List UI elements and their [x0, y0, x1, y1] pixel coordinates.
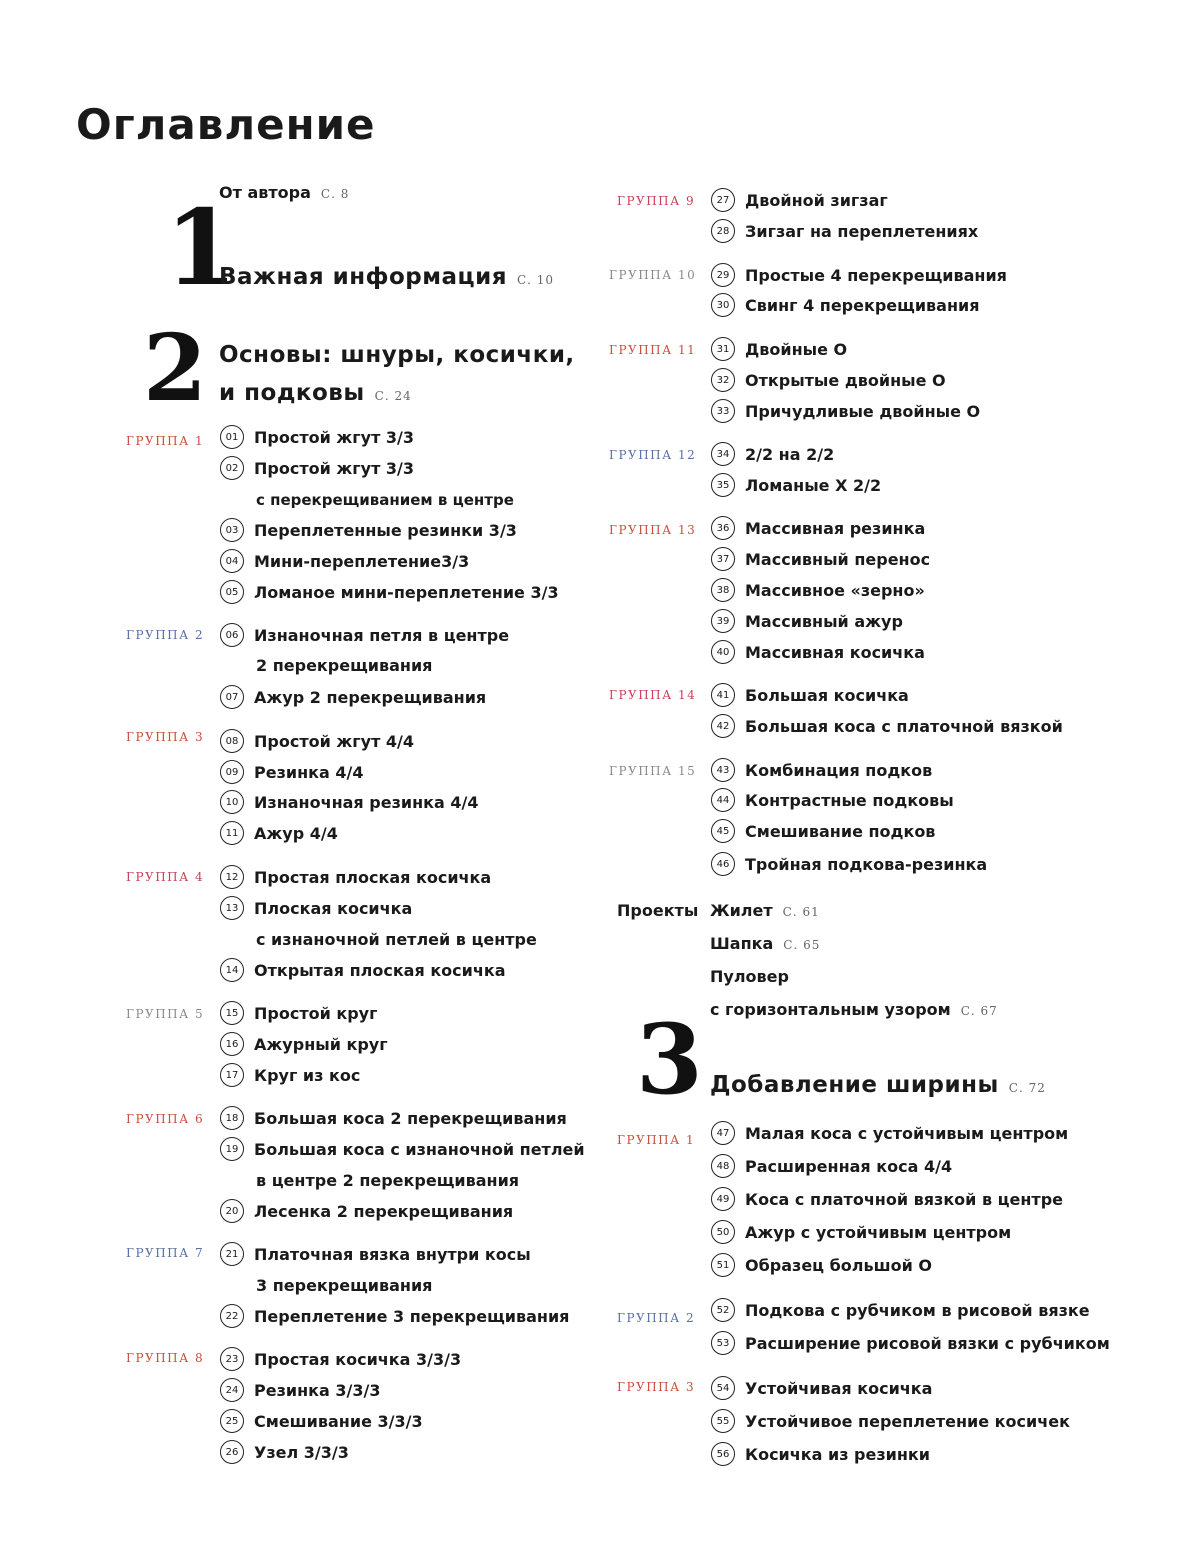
item-number-badge: 20 [220, 1199, 244, 1223]
toc-item-43[interactable] [711, 758, 932, 782]
page-ref: С. 67 [960, 1004, 998, 1018]
item-title: Смешивание 3/3/3 [254, 1411, 423, 1431]
toc-item-01[interactable] [220, 425, 414, 449]
toc-item-22[interactable] [220, 1304, 569, 1328]
project-vest[interactable] [710, 901, 820, 920]
item-title: Переплетенные резинки 3/3 [254, 520, 517, 540]
section-heading-3[interactable] [710, 1072, 1046, 1098]
item-number-badge: 27 [711, 188, 735, 212]
item-title: Открытые двойные О [745, 370, 946, 390]
item-title: Узел 3/3/3 [254, 1442, 349, 1462]
item-number-badge: 19 [220, 1137, 244, 1161]
toc-item-02-continuation: с перекрещиванием в центре [256, 491, 514, 509]
toc-item-19[interactable] [220, 1137, 585, 1161]
toc-item-23[interactable] [220, 1347, 461, 1371]
page-ref: С. 8 [320, 187, 350, 201]
toc-entry-author[interactable] [219, 183, 349, 202]
item-number-badge: 37 [711, 547, 735, 571]
item-title: Расширенная коса 4/4 [745, 1156, 953, 1176]
item-title: Ажурный круг [254, 1034, 388, 1054]
toc-item-54[interactable] [711, 1376, 932, 1400]
item-title: Открытая плоская косичка [254, 960, 506, 980]
item-number-badge: 30 [711, 293, 735, 317]
item-title: Комбинация подков [745, 760, 933, 780]
toc-item-21-continuation: 3 перекрещивания [256, 1276, 433, 1295]
item-number-badge: 13 [220, 896, 244, 920]
toc-item-45[interactable] [711, 819, 935, 843]
toc-item-38[interactable] [711, 578, 925, 602]
toc-item-19-continuation: в центре 2 перекрещивания [256, 1171, 520, 1190]
item-number-badge: 01 [220, 425, 244, 449]
page-ref: С. 65 [783, 938, 821, 952]
item-title: Простой круг [254, 1003, 378, 1023]
project-title: Жилет [710, 901, 773, 920]
item-title: Ломаное мини-переплетение 3/3 [254, 582, 559, 602]
item-number-badge: 05 [220, 580, 244, 604]
item-number-badge: 35 [711, 473, 735, 497]
item-title: Массивная косичка [745, 642, 925, 662]
group-label-9: ГРУППА 9 [617, 194, 696, 208]
item-title: Простая косичка 3/3/3 [254, 1349, 462, 1369]
item-number-badge: 23 [220, 1347, 244, 1371]
toc-item-09[interactable] [220, 760, 363, 784]
section-heading-2-line1[interactable]: Основы: шнуры, косички, [219, 342, 575, 368]
item-title: Массивное «зерно» [745, 580, 925, 600]
section-number-3: 3 [636, 1003, 703, 1116]
item-title: Коса с платочной вязкой в центре [745, 1189, 1063, 1209]
item-title: Косичка из резинки [745, 1444, 930, 1464]
toc-item-55[interactable] [711, 1409, 1070, 1433]
item-title: Контрастные подковы [745, 790, 954, 810]
entry-label: От автора [219, 183, 311, 202]
toc-item-53[interactable] [711, 1331, 1110, 1355]
item-number-badge: 17 [220, 1063, 244, 1087]
toc-item-48[interactable] [711, 1154, 952, 1178]
toc-item-25[interactable] [220, 1409, 423, 1433]
item-title: Плоская косичка [254, 898, 413, 918]
item-title: Лесенка 2 перекрещивания [254, 1201, 514, 1221]
item-title: Устойчивая косичка [745, 1378, 933, 1398]
toc-item-52[interactable] [711, 1298, 1090, 1322]
item-number-badge: 21 [220, 1242, 244, 1266]
page-ref: С. 10 [516, 273, 555, 287]
toc-item-33[interactable] [711, 399, 980, 423]
section-number-1: 1 [165, 186, 238, 309]
item-number-badge: 52 [711, 1298, 735, 1322]
toc-item-50[interactable] [711, 1220, 1011, 1244]
item-title: Ломаные Х 2/2 [745, 475, 882, 495]
item-number-badge: 39 [711, 609, 735, 633]
item-number-badge: 45 [711, 819, 735, 843]
item-number-badge: 34 [711, 442, 735, 466]
toc-item-47[interactable] [711, 1121, 1068, 1145]
item-number-badge: 47 [711, 1121, 735, 1145]
group-label-15: ГРУППА 15 [609, 764, 697, 778]
toc-item-03[interactable] [220, 518, 517, 542]
item-title: Малая коса с устойчивым центром [745, 1123, 1069, 1143]
section-title: и подковы [219, 380, 365, 406]
item-number-badge: 14 [220, 958, 244, 982]
toc-item-04[interactable] [220, 549, 469, 573]
item-number-badge: 49 [711, 1187, 735, 1211]
item-number-badge: 31 [711, 337, 735, 361]
item-title: Круг из кос [254, 1065, 361, 1085]
s3-group-label-2: ГРУППА 2 [617, 1311, 696, 1325]
toc-item-21[interactable] [220, 1242, 531, 1266]
group-label-2: ГРУППА 2 [126, 628, 205, 642]
item-number-badge: 15 [220, 1001, 244, 1025]
item-title: Простой жгут 3/3 [254, 458, 415, 478]
page-ref: С. 72 [1008, 1081, 1046, 1095]
toc-item-41[interactable] [711, 683, 909, 707]
toc-item-18[interactable] [220, 1106, 567, 1130]
toc-item-29[interactable] [711, 263, 1007, 287]
s3-group-label-1: ГРУППА 1 [617, 1133, 696, 1147]
item-title: Устойчивое переплетение косичек [745, 1411, 1070, 1431]
item-number-badge: 53 [711, 1331, 735, 1355]
item-number-badge: 36 [711, 516, 735, 540]
item-number-badge: 18 [220, 1106, 244, 1130]
item-number-badge: 40 [711, 640, 735, 664]
item-number-badge: 09 [220, 760, 244, 784]
toc-item-16[interactable] [220, 1032, 388, 1056]
item-title: Подкова с рубчиком в рисовой вязке [745, 1300, 1090, 1320]
group-label-8: ГРУППА 8 [126, 1351, 205, 1365]
toc-item-13[interactable] [220, 896, 412, 920]
item-number-badge: 48 [711, 1154, 735, 1178]
toc-item-37[interactable] [711, 547, 930, 571]
group-label-10: ГРУППА 10 [609, 268, 697, 282]
toc-item-14[interactable] [220, 958, 506, 982]
toc-item-27[interactable] [711, 188, 888, 212]
item-title: Простая плоская косичка [254, 867, 492, 887]
section-heading-1[interactable] [219, 264, 554, 290]
toc-item-39[interactable] [711, 609, 903, 633]
toc-item-49[interactable] [711, 1187, 1063, 1211]
toc-item-26[interactable] [220, 1440, 349, 1464]
item-title: 2/2 на 2/2 [745, 444, 835, 464]
toc-item-11[interactable] [220, 821, 338, 845]
item-number-badge: 03 [220, 518, 244, 542]
item-title: Массивный перенос [745, 549, 931, 569]
project-title: с горизонтальным узором [710, 1000, 951, 1019]
item-number-badge: 08 [220, 729, 244, 753]
item-number-badge: 32 [711, 368, 735, 392]
item-title: Резинка 4/4 [254, 762, 364, 782]
item-title: Ажур 2 перекрещивания [254, 687, 487, 707]
item-number-badge: 43 [711, 758, 735, 782]
group-label-6: ГРУППА 6 [126, 1112, 205, 1126]
projects-label: Проекты [617, 901, 699, 920]
group-label-12: ГРУППА 12 [609, 448, 697, 462]
item-title: Большая коса 2 перекрещивания [254, 1108, 567, 1128]
toc-item-08[interactable] [220, 729, 414, 753]
section-title: Добавление ширины [710, 1072, 999, 1098]
toc-item-17[interactable] [220, 1063, 360, 1087]
item-title: Переплетение 3 перекрещивания [254, 1306, 570, 1326]
item-title: Мини-переплетение3/3 [254, 551, 470, 571]
toc-item-12[interactable] [220, 865, 491, 889]
item-number-badge: 22 [220, 1304, 244, 1328]
page-title: Оглавление [76, 100, 376, 149]
toc-item-28[interactable] [711, 219, 978, 243]
item-number-badge: 06 [220, 623, 244, 647]
item-number-badge: 51 [711, 1253, 735, 1277]
item-title: Свинг 4 перекрещивания [745, 295, 980, 315]
item-number-badge: 42 [711, 714, 735, 738]
item-number-badge: 11 [220, 821, 244, 845]
item-number-badge: 26 [220, 1440, 244, 1464]
toc-item-06-continuation: 2 перекрещивания [256, 656, 433, 675]
toc-item-46[interactable] [711, 852, 987, 876]
toc-item-36[interactable] [711, 516, 925, 540]
toc-item-13-continuation: с изнаночной петлей в центре [256, 930, 537, 949]
item-number-badge: 54 [711, 1376, 735, 1400]
toc-item-56[interactable] [711, 1442, 930, 1466]
item-title: Простой жгут 3/3 [254, 427, 415, 447]
item-title: Большая косичка [745, 685, 909, 705]
group-label-13: ГРУППА 13 [609, 523, 697, 537]
toc-item-44[interactable] [711, 788, 954, 812]
item-title: Простые 4 перекрещивания [745, 265, 1007, 285]
item-number-badge: 56 [711, 1442, 735, 1466]
group-label-4: ГРУППА 4 [126, 870, 205, 884]
page-ref: С. 61 [782, 905, 820, 919]
toc-item-32[interactable] [711, 368, 946, 392]
section-number-2: 2 [143, 314, 208, 422]
project-pullover-line2[interactable] [710, 1000, 998, 1019]
item-title: Смешивание подков [745, 821, 936, 841]
page-ref: С. 24 [374, 389, 412, 403]
toc-item-24[interactable] [220, 1378, 380, 1402]
item-number-badge: 24 [220, 1378, 244, 1402]
toc-item-05[interactable] [220, 580, 559, 604]
item-title: Двойные О [745, 339, 848, 359]
toc-item-40[interactable] [711, 640, 925, 664]
group-label-5: ГРУППА 5 [126, 1007, 205, 1021]
section-heading-2-line2[interactable] [219, 380, 412, 406]
item-number-badge: 44 [711, 788, 735, 812]
toc-item-31[interactable] [711, 337, 847, 361]
item-number-badge: 50 [711, 1220, 735, 1244]
item-title: Большая коса с изнаночной петлей [254, 1139, 585, 1159]
item-title: Изнаночная резинка 4/4 [254, 792, 479, 812]
section-title: Важная информация [219, 264, 507, 290]
item-number-badge: 55 [711, 1409, 735, 1433]
item-title: Платочная вязка внутри косы [254, 1244, 531, 1264]
group-label-11: ГРУППА 11 [609, 343, 697, 357]
item-title: Массивный ажур [745, 611, 903, 631]
s3-group-label-3: ГРУППА 3 [617, 1380, 696, 1394]
item-number-badge: 28 [711, 219, 735, 243]
project-pullover-line1[interactable]: Пуловер [710, 967, 789, 986]
item-title: Резинка 3/3/3 [254, 1380, 381, 1400]
toc-item-42[interactable] [711, 714, 1063, 738]
toc-item-07[interactable] [220, 685, 486, 709]
item-number-badge: 33 [711, 399, 735, 423]
item-title: Простой жгут 4/4 [254, 731, 415, 751]
item-title: Образец большой О [745, 1255, 932, 1275]
item-title: Двойной зигзаг [745, 190, 888, 210]
item-title: Тройная подкова-резинка [745, 854, 988, 874]
item-number-badge: 16 [220, 1032, 244, 1056]
item-title: Причудливые двойные О [745, 401, 981, 421]
item-number-badge: 12 [220, 865, 244, 889]
toc-item-06[interactable] [220, 623, 509, 647]
item-number-badge: 02 [220, 456, 244, 480]
project-title: Шапка [710, 934, 774, 953]
item-title: Большая коса с платочной вязкой [745, 716, 1063, 736]
item-number-badge: 25 [220, 1409, 244, 1433]
item-number-badge: 10 [220, 790, 244, 814]
toc-item-20[interactable] [220, 1199, 513, 1223]
item-title: Зигзаг на переплетениях [745, 221, 979, 241]
toc-item-15[interactable] [220, 1001, 377, 1025]
item-title: Ажур 4/4 [254, 823, 338, 843]
toc-item-30[interactable] [711, 293, 980, 317]
item-number-badge: 38 [711, 578, 735, 602]
group-label-1: ГРУППА 1 [126, 434, 205, 448]
project-hat[interactable] [710, 934, 820, 953]
toc-item-10[interactable] [220, 790, 478, 814]
item-title: Массивная резинка [745, 518, 926, 538]
item-number-badge: 04 [220, 549, 244, 573]
item-title: Расширение рисовой вязки с рубчиком [745, 1333, 1110, 1353]
toc-item-34[interactable] [711, 442, 834, 466]
item-number-badge: 41 [711, 683, 735, 707]
group-label-14: ГРУППА 14 [609, 688, 697, 702]
toc-item-51[interactable] [711, 1253, 932, 1277]
item-title: Ажур с устойчивым центром [745, 1222, 1012, 1242]
item-title: Изнаночная петля в центре [254, 625, 510, 645]
group-label-7: ГРУППА 7 [126, 1246, 205, 1260]
item-number-badge: 07 [220, 685, 244, 709]
item-number-badge: 46 [711, 852, 735, 876]
group-label-3: ГРУППА 3 [126, 730, 205, 744]
toc-item-35[interactable] [711, 473, 881, 497]
toc-item-02[interactable] [220, 456, 414, 480]
item-number-badge: 29 [711, 263, 735, 287]
